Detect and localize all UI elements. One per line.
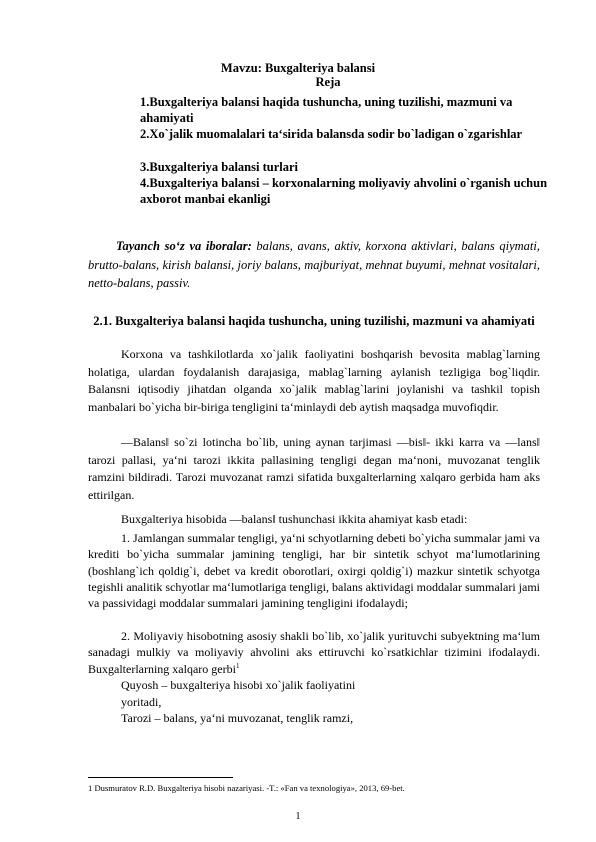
line-tarozi: Tarozi – balans, ya‘ni muvozanat, tenglik ramzi, (121, 711, 354, 725)
paragraph-5 (88, 628, 540, 677)
plan-item-2: 2.Xo`jalik muomalalari ta‘sirida balansda sodir bo`ladigan o`zgarishlar (140, 127, 523, 141)
title-block (0, 61, 596, 89)
line-yoritadi: yoritadi, (121, 695, 162, 709)
footnote-reference: 1 (235, 661, 240, 670)
paragraph-3: Buxgalteriya hisobida ―balans‖ tushunchasi ikkita ahamiyat kasb etadi: (121, 512, 468, 526)
keywords-lead: Tayanch so‘z va iboralar: (116, 239, 252, 253)
keywords-terms: balans, avans, aktiv, korxona aktivlari, balans qiymati, brutto-balans, kirish balansi, joriy balans, majburiyat, mehnat buyumi, mehnat vositalari, netto-balans, passiv. (88, 239, 540, 290)
document-title: Mavzu: Buxgalteriya balansi (220, 61, 376, 75)
paragraph-2: ―Balans‖ so`zi lotincha bo`lib, uning aynan tarjimasi ―bis‖- ikki karra va ―lans‖ tarozi pallasi, ya‘ni tarozi ikkita pallasining tengligi degan ma‘noni, muvozanat tenglik ramzini bildiradi. Tarozi muvozanat ramzi sifatida buxgalterlarning xalqaro gerbida ham aks ettirilgan. (88, 435, 540, 502)
paragraph-5-text: 2. Moliyaviy hisobotning asosiy shakli bo`lib, xo`jalik yurituvchi subyektning ma‘lum sanadagi mulkiy va moliyaviy ahvolini aks ettiruvchi ko`rsatkichlar tizimini ifodalaydi. Buxgalterlarning xalqaro gerbi (88, 629, 540, 676)
keywords-paragraph (88, 237, 540, 293)
plan-heading: Reja (315, 75, 341, 89)
plan-item-1: 1.Buxgalteriya balansi haqida tushuncha, uning tuzilishi, mazmuni va ahamiyati (140, 95, 513, 125)
footnote-separator (88, 777, 233, 778)
paragraph-1: Korxona va tashkilotlarda xo`jalik faoliyatini boshqarish bevosita mablag`larning holatiga, ulardan foydalanish darajasiga, mablag`larning aylanish tezligiga bog`liqdir. Balansni iqtisodiy jihatdan olganda xo`jalik mablag`larini joylanishi va tashkil topish manbalari bo`yicha bir-biriga tengligini ta‘minlaydi deb aytish maqsadga muvofiqdir. (88, 347, 540, 414)
footnote: 1 Dusmuratov R.D. Buxgalteriya hisobi nazariyasi. -T.: «Fan va texnologiya», 2013, 69-bet. (88, 783, 405, 793)
plan-item-3: 3.Buxgalteriya balansi turlari (140, 160, 298, 174)
plan-item-4: 4.Buxgalteriya balansi – korxonalarning moliyaviy ahvolini o`rganish uchun axborot manbai ekanligi (140, 176, 548, 206)
line-quyosh: Quyosh – buxgalteriya hisobi xo`jalik faoliyatini (121, 678, 356, 692)
section-heading: 2.1. Buxgalteriya balansi haqida tushuncha, uning tuzilishi, mazmuni va ahamiyati (93, 314, 535, 328)
page-number: 1 (295, 811, 301, 822)
paragraph-4: 1. Jamlangan summalar tengligi, ya‘ni schyotlarning debeti bo`yicha summalar jami va krediti bo`yicha summalar jamining tengligi, har bir sintetik schyot ma‘lumotlarining (boshlang`ich qoldig`i, debet va kredit oborotlari, oxirgi qoldig`i) mazkur sintetik schyotga tegishli analitik schyotlar ma‘lumotlariga tengligi, balans aktividagi moddalar summalari jami va passividagi moddalar summalari jamining tengligini ifodalaydi; (88, 531, 540, 611)
